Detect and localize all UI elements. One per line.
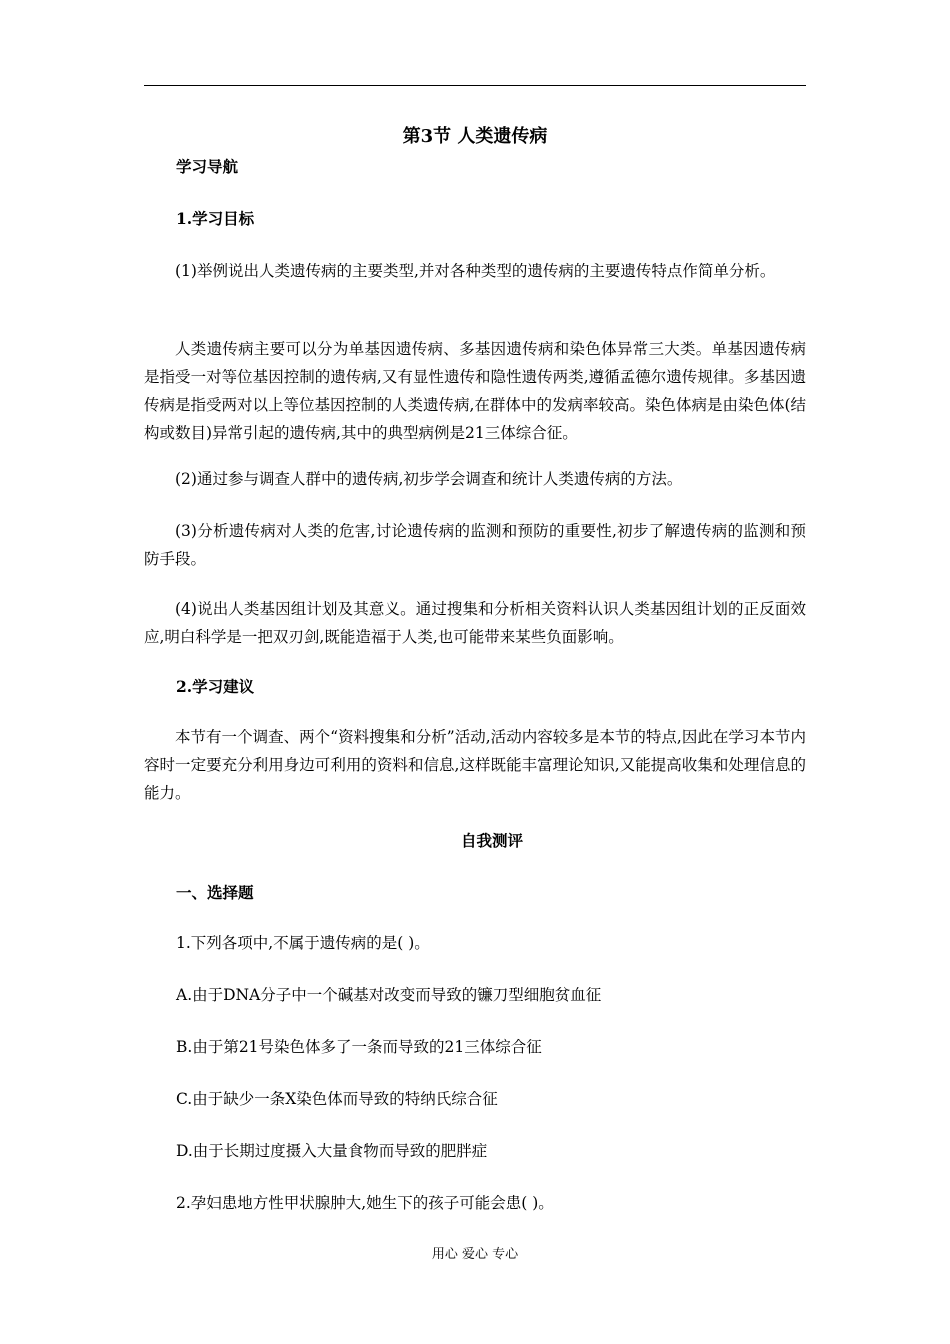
page-title: 第3节 人类遗传病 [402, 126, 548, 147]
advice-heading: 2.学习建议 [176, 677, 255, 696]
goal-3: (3)分析遗传病对人类的危害,讨论遗传病的监测和预防的重要性,初步了解遗传病的监测和预防手段。 [144, 522, 806, 568]
page-footer: 用心 爱心 专心 [431, 1247, 519, 1262]
goal-1-explanation: 人类遗传病主要可以分为单基因遗传病、多基因遗传病和染色体异常三大类。单基因遗传病是指受一对等位基因控制的遗传病,又有显性遗传和隐性遗传两类,遵循孟德尔遗传规律。多基因遗传病是指受两对以上等位基因控制的人类遗传病,在群体中的发病率较高。染色体病是由染色体(结构或数目)异常引起的遗传病,其中的典型病例是21三体综合征。 [144, 340, 806, 442]
question-1: 1.下列各项中,不属于遗传病的是( )。 [176, 934, 430, 952]
question-1-option-a: A.由于DNA分子中一个碱基对改变而导致的镰刀型细胞贫血征 [176, 986, 602, 1004]
choice-heading: 一、选择题 [176, 883, 254, 902]
goal-4: (4)说出人类基因组计划及其意义。通过搜集和分析相关资料认识人类基因组计划的正反面效应,明白科学是一把双刃剑,既能造福于人类,也可能带来某些负面影响。 [144, 600, 806, 646]
question-2: 2.孕妇患地方性甲状腺肿大,她生下的孩子可能会患( )。 [176, 1194, 554, 1212]
self-test-heading: 自我测评 [460, 831, 523, 850]
nav-heading: 学习导航 [176, 157, 239, 176]
goals-heading: 1.学习目标 [176, 209, 255, 228]
question-1-option-d: D.由于长期过度摄入大量食物而导致的肥胖症 [176, 1142, 488, 1160]
question-1-option-b: B.由于第21号染色体多了一条而导致的21三体综合征 [176, 1038, 542, 1056]
question-1-option-c: C.由于缺少一条X染色体而导致的特纳氏综合征 [176, 1090, 498, 1108]
goal-1: (1)举例说出人类遗传病的主要类型,并对各种类型的遗传病的主要遗传特点作简单分析。 [175, 262, 776, 280]
goal-2: (2)通过参与调查人群中的遗传病,初步学会调查和统计人类遗传病的方法。 [175, 470, 683, 488]
advice-paragraph: 本节有一个调查、两个“资料搜集和分析”活动,活动内容较多是本节的特点,因此在学习本节内容时一定要充分利用身边可利用的资料和信息,这样既能丰富理论知识,又能提高收集和处理信息的能力。 [144, 728, 806, 802]
header-rule [144, 85, 806, 86]
